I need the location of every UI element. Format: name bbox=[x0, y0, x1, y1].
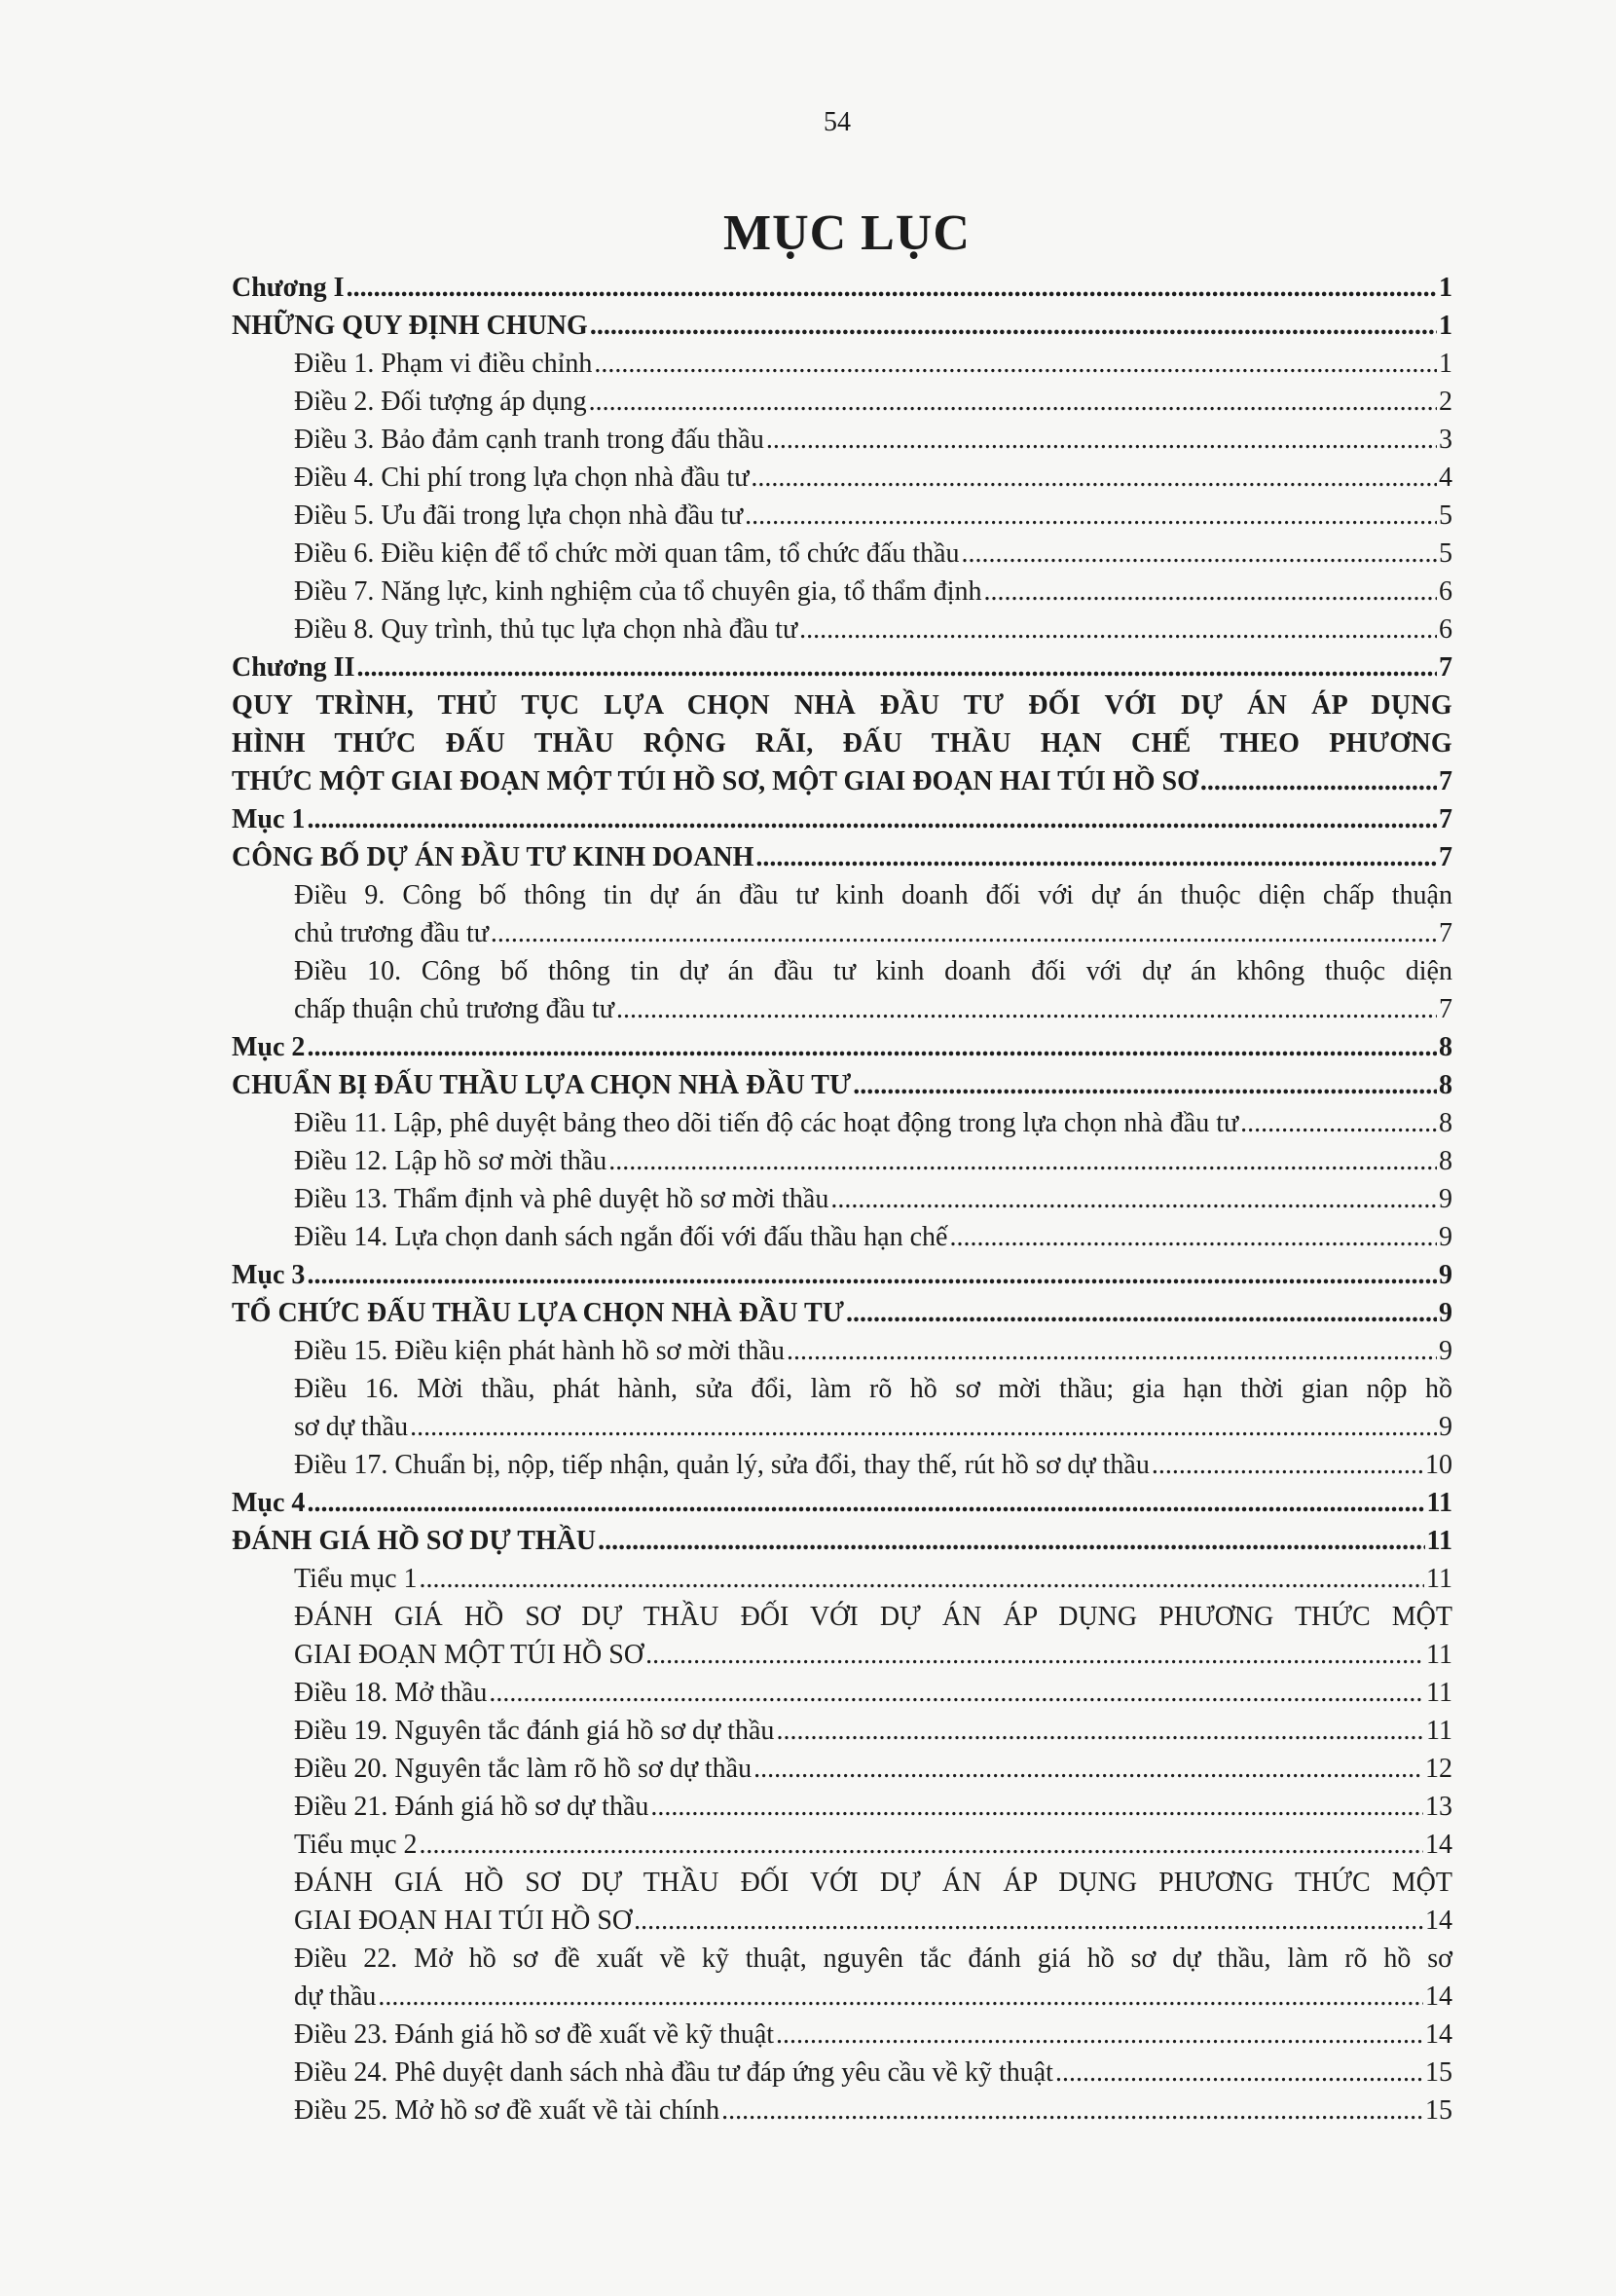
toc-entry-title: Điều 21. Đánh giá hồ sơ dự thầu bbox=[294, 1792, 649, 1822]
toc-entry-title: Điều 18. Mở thầu bbox=[294, 1678, 488, 1708]
toc-entry-line: ĐÁNH GIÁ HỒ SƠ DỰ THẦU ĐỐI VỚI DỰ ÁN ÁP DỤNG PHƯƠNG THỨC MỘT bbox=[294, 1868, 1452, 1898]
toc-entry-title: Mục 4 bbox=[232, 1488, 306, 1518]
toc-entry-page: 8 bbox=[1439, 1146, 1452, 1176]
toc-entry-title: Tiểu mục 1 bbox=[294, 1564, 418, 1594]
toc-entry bbox=[232, 648, 1452, 686]
toc-entry-page: 3 bbox=[1439, 425, 1452, 455]
dot-leader bbox=[410, 1408, 1437, 1446]
dot-leader bbox=[598, 1522, 1424, 1560]
toc-entry bbox=[232, 421, 1452, 459]
toc-entry-line: QUY TRÌNH, THỦ TỤC LỰA CHỌN NHÀ ĐẦU TƯ ĐỐI VỚI DỰ ÁN ÁP DỤNG bbox=[232, 690, 1452, 721]
toc-entry bbox=[232, 1598, 1452, 1674]
toc-entry bbox=[232, 952, 1452, 1028]
dot-leader bbox=[489, 1674, 1424, 1712]
toc-entry-page: 4 bbox=[1439, 463, 1452, 493]
toc-entry-title: Điều 5. Ưu đãi trong lựa chọn nhà đầu tư bbox=[294, 500, 744, 531]
toc-entry bbox=[232, 1940, 1452, 2016]
dot-leader bbox=[307, 1484, 1424, 1522]
toc-entry-page: 7 bbox=[1439, 652, 1452, 683]
toc-entry-page: 8 bbox=[1439, 1070, 1452, 1100]
dot-leader bbox=[589, 383, 1437, 421]
toc-entry-line: Điều 22. Mở hồ sơ đề xuất về kỹ thuật, nguyên tắc đánh giá hồ sơ dự thầu, làm rõ hồ sơ bbox=[294, 1944, 1452, 1974]
toc-entry-title: GIAI ĐOẠN HAI TÚI HỒ SƠ bbox=[294, 1906, 633, 1936]
toc-entry-title: THỨC MỘT GIAI ĐOẠN MỘT TÚI HỒ SƠ, MỘT GIAI ĐOẠN HAI TÚI HỒ SƠ bbox=[232, 766, 1198, 796]
toc-entry bbox=[232, 383, 1452, 421]
toc-entry-title: Điều 19. Nguyên tắc đánh giá hồ sơ dự thầu bbox=[294, 1716, 775, 1746]
toc-entry-title: Tiểu mục 2 bbox=[294, 1830, 418, 1860]
toc-entry-page: 11 bbox=[1426, 1716, 1452, 1746]
toc-entry-page: 7 bbox=[1439, 918, 1452, 948]
toc-entry bbox=[232, 1218, 1452, 1256]
toc-entry-title: Điều 24. Phê duyệt danh sách nhà đầu tư đáp ứng yêu cầu về kỹ thuật bbox=[294, 2057, 1053, 2088]
toc-entry-page: 8 bbox=[1439, 1032, 1452, 1062]
toc-entry-title: Chương I bbox=[232, 273, 345, 303]
dot-leader bbox=[745, 497, 1437, 535]
toc-entry-page: 15 bbox=[1425, 2057, 1452, 2088]
toc-entry-title: sơ dự thầu bbox=[294, 1412, 409, 1442]
toc-entry-title: Điều 13. Thẩm định và phê duyệt hồ sơ mời thầu bbox=[294, 1184, 829, 1214]
dot-leader bbox=[356, 648, 1437, 686]
dot-leader bbox=[420, 1560, 1424, 1598]
toc-entry-page: 7 bbox=[1439, 804, 1452, 834]
toc-entry bbox=[232, 1446, 1452, 1484]
toc-entry bbox=[232, 2092, 1452, 2129]
toc-entry-page: 9 bbox=[1439, 1222, 1452, 1252]
toc-entry-title: NHỮNG QUY ĐỊNH CHUNG bbox=[232, 311, 588, 341]
toc-entry-line: Điều 10. Công bố thông tin dự án đầu tư kinh doanh đối với dự án không thuộc diện bbox=[294, 956, 1452, 986]
toc-entry bbox=[232, 1294, 1452, 1332]
toc-entry-title: Điều 2. Đối tượng áp dụng bbox=[294, 387, 587, 417]
toc-entry bbox=[232, 1370, 1452, 1446]
toc-entry-page: 9 bbox=[1439, 1298, 1452, 1328]
toc-entry bbox=[232, 611, 1452, 648]
dot-leader bbox=[420, 1826, 1423, 1864]
toc-entry-title: Điều 15. Điều kiện phát hành hồ sơ mời thầu bbox=[294, 1336, 785, 1366]
toc-entry-page: 14 bbox=[1425, 1906, 1452, 1936]
toc-entry-title: Điều 11. Lập, phê duyệt bảng theo dõi tiến độ các hoạt động trong lựa chọn nhà đầu tư bbox=[294, 1108, 1239, 1138]
dot-leader bbox=[307, 1256, 1437, 1294]
toc-entry bbox=[232, 345, 1452, 383]
toc-entry-page: 11 bbox=[1426, 1564, 1452, 1594]
toc-entry-page: 9 bbox=[1439, 1336, 1452, 1366]
toc-entry-title: Điều 25. Mở hồ sơ đề xuất về tài chính bbox=[294, 2095, 720, 2126]
toc-entry-page: 7 bbox=[1439, 766, 1452, 796]
toc-entry bbox=[232, 1484, 1452, 1522]
dot-leader bbox=[1200, 762, 1437, 800]
toc-entry-title: CHUẨN BỊ ĐẤU THẦU LỰA CHỌN NHÀ ĐẦU TƯ bbox=[232, 1070, 852, 1100]
toc-entry-title: Mục 3 bbox=[232, 1260, 306, 1290]
toc-entry-page: 14 bbox=[1425, 1981, 1452, 2012]
toc-entry-page: 11 bbox=[1426, 1678, 1452, 1708]
toc-entry bbox=[232, 1104, 1452, 1142]
dot-leader bbox=[776, 2016, 1423, 2054]
dot-leader bbox=[594, 345, 1437, 383]
toc-entry-title: Điều 12. Lập hồ sơ mời thầu bbox=[294, 1146, 607, 1176]
toc-entry-page: 2 bbox=[1439, 387, 1452, 417]
dot-leader bbox=[1055, 2054, 1423, 2092]
toc-entry bbox=[232, 1750, 1452, 1788]
toc-entry-title: CÔNG BỐ DỰ ÁN ĐẦU TƯ KINH DOANH bbox=[232, 842, 754, 872]
dot-leader bbox=[983, 573, 1437, 611]
toc-entry bbox=[232, 1522, 1452, 1560]
toc-entry bbox=[232, 269, 1452, 307]
toc-entry-page: 9 bbox=[1439, 1184, 1452, 1214]
toc-entry-title: chấp thuận chủ trương đầu tư bbox=[294, 994, 614, 1024]
toc-entry-page: 1 bbox=[1439, 349, 1452, 379]
toc-entry bbox=[232, 1826, 1452, 1864]
toc-entry-title: Mục 1 bbox=[232, 804, 306, 834]
toc-entry bbox=[232, 497, 1452, 535]
dot-leader bbox=[307, 1028, 1437, 1066]
dot-leader bbox=[634, 1902, 1423, 1940]
dot-leader bbox=[378, 1978, 1423, 2016]
toc-entry-line: Điều 16. Mời thầu, phát hành, sửa đổi, làm rõ hồ sơ mời thầu; gia hạn thời gian nộp hồ bbox=[294, 1374, 1452, 1404]
toc-entry-line: ĐÁNH GIÁ HỒ SƠ DỰ THẦU ĐỐI VỚI DỰ ÁN ÁP DỤNG PHƯƠNG THỨC MỘT bbox=[294, 1602, 1452, 1632]
toc-entry bbox=[232, 1142, 1452, 1180]
toc-entry-page: 15 bbox=[1425, 2095, 1452, 2126]
toc-entry-title: Chương II bbox=[232, 652, 355, 683]
toc-entry bbox=[232, 1028, 1452, 1066]
dot-leader bbox=[787, 1332, 1437, 1370]
toc-entry-page: 1 bbox=[1439, 311, 1452, 341]
toc-entry-page: 14 bbox=[1425, 2019, 1452, 2050]
toc-entry bbox=[232, 800, 1452, 838]
toc-entry bbox=[232, 1066, 1452, 1104]
toc-entry-line: Điều 9. Công bố thông tin dự án đầu tư kinh doanh đối với dự án thuộc diện chấp thuận bbox=[294, 880, 1452, 910]
toc-entry bbox=[232, 459, 1452, 497]
dot-leader bbox=[1240, 1104, 1437, 1142]
dot-leader bbox=[590, 307, 1437, 345]
dot-leader bbox=[799, 611, 1437, 648]
toc-entry-title: Điều 4. Chi phí trong lựa chọn nhà đầu tư bbox=[294, 463, 750, 493]
toc-entry-title: Điều 7. Năng lực, kinh nghiệm của tổ chuyên gia, tổ thẩm định bbox=[294, 576, 982, 607]
dot-leader bbox=[650, 1788, 1423, 1826]
dot-leader bbox=[347, 269, 1437, 307]
dot-leader bbox=[616, 990, 1437, 1028]
toc-entry-page: 8 bbox=[1439, 1108, 1452, 1138]
dot-leader bbox=[949, 1218, 1437, 1256]
dot-leader bbox=[1152, 1446, 1423, 1484]
dot-leader bbox=[766, 421, 1437, 459]
toc-entry bbox=[232, 307, 1452, 345]
dot-leader bbox=[753, 1750, 1423, 1788]
toc-entry-line: HÌNH THỨC ĐẤU THẦU RỘNG RÃI, ĐẤU THẦU HẠN CHẾ THEO PHƯƠNG bbox=[232, 728, 1452, 759]
toc-entry-page: 6 bbox=[1439, 614, 1452, 645]
toc-entry bbox=[232, 1674, 1452, 1712]
toc-entry bbox=[232, 1180, 1452, 1218]
toc-entry-title: Điều 14. Lựa chọn danh sách ngắn đối với đấu thầu hạn chế bbox=[294, 1222, 948, 1252]
toc-entry-page: 9 bbox=[1439, 1260, 1452, 1290]
toc-entry-title: Điều 6. Điều kiện để tổ chức mời quan tâm, tổ chức đấu thầu bbox=[294, 538, 960, 569]
toc-entry bbox=[232, 1332, 1452, 1370]
toc-entry-page: 1 bbox=[1439, 273, 1452, 303]
toc-entry-title: Điều 20. Nguyên tắc làm rõ hồ sơ dự thầu bbox=[294, 1754, 753, 1784]
toc-entry-title: TỔ CHỨC ĐẤU THẦU LỰA CHỌN NHÀ ĐẦU TƯ bbox=[232, 1298, 844, 1328]
toc-entry-page: 7 bbox=[1439, 994, 1452, 1024]
toc-entry-page: 10 bbox=[1425, 1450, 1452, 1480]
toc-entry-title: dự thầu bbox=[294, 1981, 377, 2012]
toc-entry-title: Điều 8. Quy trình, thủ tục lựa chọn nhà đầu tư bbox=[294, 614, 798, 645]
toc-entry-title: Điều 17. Chuẩn bị, nộp, tiếp nhận, quản lý, sửa đổi, thay thế, rút hồ sơ dự thầu bbox=[294, 1450, 1150, 1480]
dot-leader bbox=[721, 2092, 1423, 2129]
toc-entry-title: Điều 1. Phạm vi điều chỉnh bbox=[294, 349, 593, 379]
dot-leader bbox=[962, 535, 1437, 573]
toc-entry bbox=[232, 1256, 1452, 1294]
dot-leader bbox=[830, 1180, 1437, 1218]
toc-entry bbox=[232, 1864, 1452, 1940]
toc-entry bbox=[232, 1788, 1452, 1826]
toc-entry-page: 11 bbox=[1426, 1640, 1452, 1670]
toc-entry-page: 5 bbox=[1439, 500, 1452, 531]
toc-entry-title: Điều 23. Đánh giá hồ sơ đề xuất về kỹ thuật bbox=[294, 2019, 775, 2050]
toc-entry bbox=[232, 686, 1452, 800]
toc-entry-page: 13 bbox=[1425, 1792, 1452, 1822]
toc-entry-page: 9 bbox=[1439, 1412, 1452, 1442]
toc-entry bbox=[232, 838, 1452, 876]
toc-entry bbox=[232, 1712, 1452, 1750]
dot-leader bbox=[776, 1712, 1424, 1750]
toc-entry-page: 11 bbox=[1426, 1526, 1452, 1556]
toc-entry-title: Điều 3. Bảo đảm cạnh tranh trong đấu thầu bbox=[294, 425, 764, 455]
toc-entry bbox=[232, 876, 1452, 952]
dot-leader bbox=[846, 1294, 1437, 1332]
dot-leader bbox=[608, 1142, 1437, 1180]
toc-entry bbox=[232, 1560, 1452, 1598]
toc-entry-title: GIAI ĐOẠN MỘT TÚI HỒ SƠ bbox=[294, 1640, 644, 1670]
toc-entry-title: Mục 2 bbox=[232, 1032, 306, 1062]
toc-entry bbox=[232, 2016, 1452, 2054]
toc-entry bbox=[232, 535, 1452, 573]
dot-leader bbox=[853, 1066, 1437, 1104]
toc-entry-title: ĐÁNH GIÁ HỒ SƠ DỰ THẦU bbox=[232, 1526, 597, 1556]
page-number: 54 bbox=[824, 107, 851, 137]
dot-leader bbox=[755, 838, 1437, 876]
toc-entry-page: 7 bbox=[1439, 842, 1452, 872]
dot-leader bbox=[645, 1636, 1424, 1674]
dot-leader bbox=[491, 914, 1437, 952]
toc-entry bbox=[232, 573, 1452, 611]
toc-entry-page: 6 bbox=[1439, 576, 1452, 607]
toc-entry-page: 14 bbox=[1425, 1830, 1452, 1860]
toc-entry-page: 5 bbox=[1439, 538, 1452, 569]
toc-entry-page: 11 bbox=[1426, 1488, 1452, 1518]
toc-entry-title: chủ trương đầu tư bbox=[294, 918, 489, 948]
table-of-contents bbox=[232, 269, 1452, 2129]
dot-leader bbox=[307, 800, 1437, 838]
page-title: MỤC LỤC bbox=[723, 205, 971, 261]
toc-entry bbox=[232, 2054, 1452, 2092]
toc-entry-page: 12 bbox=[1425, 1754, 1452, 1784]
dot-leader bbox=[751, 459, 1437, 497]
